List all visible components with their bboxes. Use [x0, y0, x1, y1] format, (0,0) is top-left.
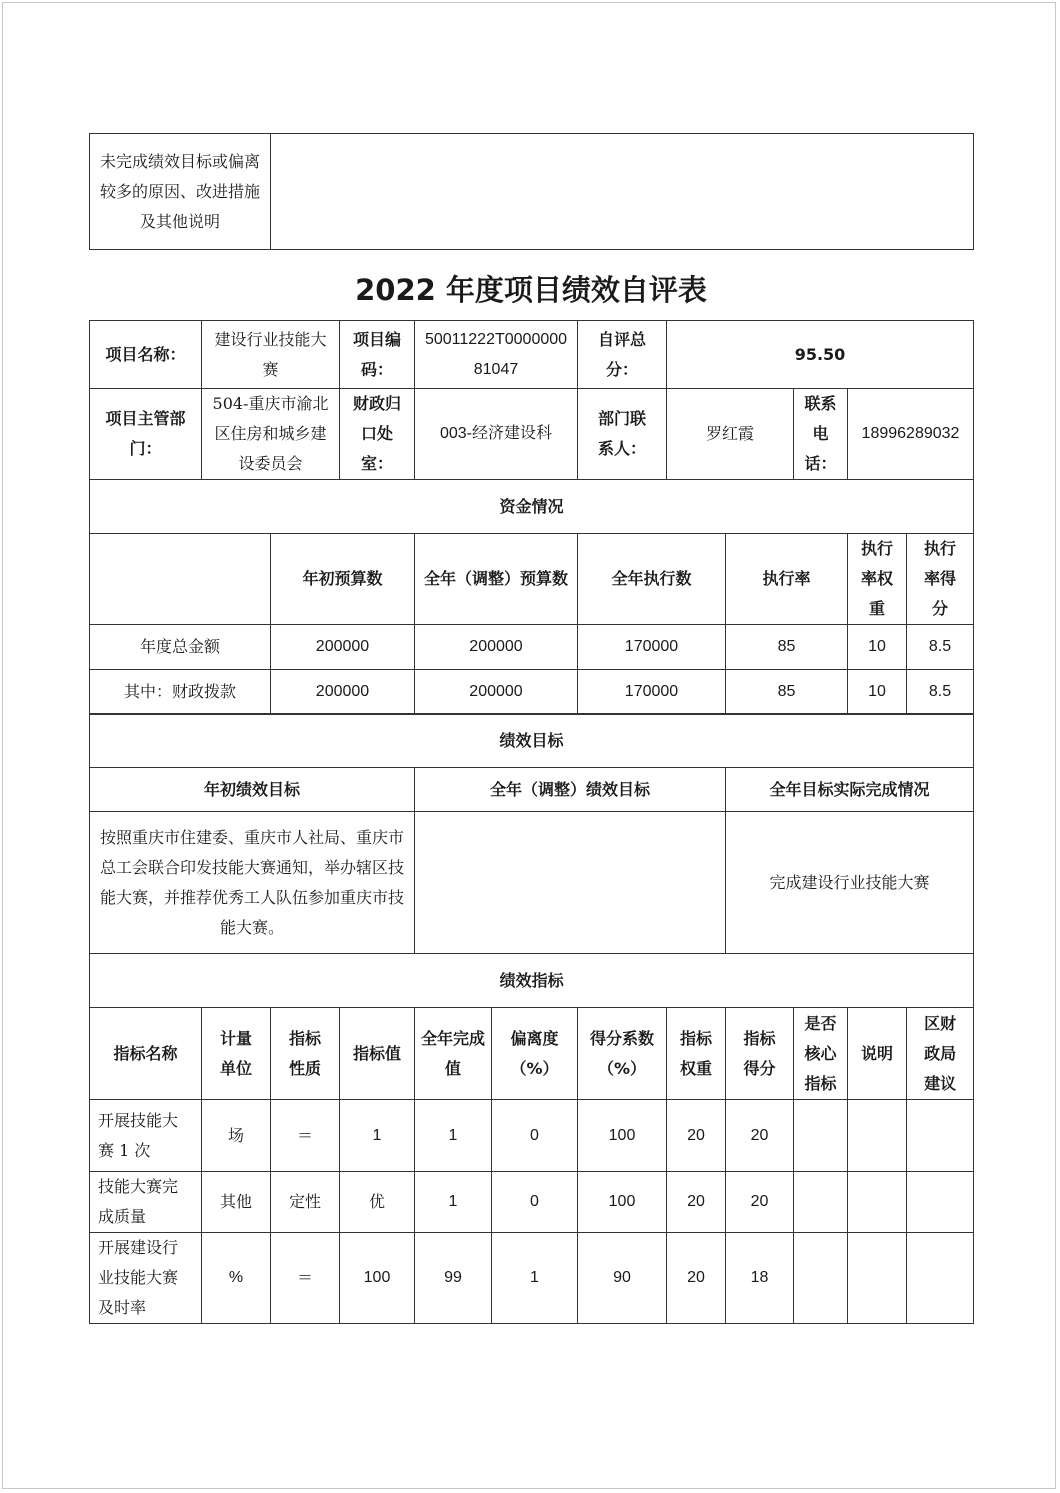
indicator-cell: 0: [492, 1172, 578, 1233]
indicator-cell: [848, 1233, 907, 1324]
indicator-cell: 18: [726, 1233, 794, 1324]
funds-header: 全年（调整）预算数: [415, 534, 578, 625]
score-label: 自评总分：: [578, 321, 667, 389]
goals-header: 年初绩效目标: [90, 768, 415, 812]
indicator-header: 指标名称: [90, 1008, 202, 1100]
indicators-section-title: 绩效指标: [90, 954, 974, 1008]
indicator-cell: 场: [202, 1100, 271, 1172]
indicator-cell: 1: [492, 1233, 578, 1324]
goals-section-title: 绩效目标: [90, 714, 974, 768]
indicator-header: 偏离度（%）: [492, 1008, 578, 1100]
indicator-cell: [907, 1172, 974, 1233]
finance-value: 003-经济建设科: [415, 389, 578, 480]
funds-cell: 170000: [578, 625, 726, 670]
notes-value: [271, 134, 974, 250]
contact-label: 部门联系人：: [578, 389, 667, 480]
funds-row-label: 其中：财政拨款: [90, 670, 271, 715]
indicator-cell: ＝: [271, 1100, 340, 1172]
dept-value: 504-重庆市渝北区住房和城乡建设委员会: [202, 389, 340, 480]
project-info-table: [89, 320, 974, 480]
funds-cell: 200000: [415, 670, 578, 715]
initial-goal: 按照重庆市住建委、重庆市人社局、重庆市总工会联合印发技能大赛通知，举办辖区技能大赛，并推荐优秀工人队伍参加重庆市技能大赛。: [90, 812, 415, 954]
indicator-cell: [848, 1172, 907, 1233]
indicator-cell: %: [202, 1233, 271, 1324]
indicator-cell: [907, 1100, 974, 1172]
indicator-cell: 100: [340, 1233, 415, 1324]
funds-cell: 85: [726, 625, 848, 670]
indicators-table: [89, 953, 974, 1324]
funds-cell: 200000: [271, 670, 415, 715]
indicator-header: 是否核心指标: [794, 1008, 848, 1100]
indicator-cell: 20: [726, 1100, 794, 1172]
indicator-cell: 20: [667, 1172, 726, 1233]
funds-cell: 170000: [578, 670, 726, 715]
indicator-header: 全年完成值: [415, 1008, 492, 1100]
project-code-label: 项目编码：: [340, 321, 415, 389]
indicator-cell: [848, 1100, 907, 1172]
phone-value: 18996289032: [848, 389, 974, 480]
funds-cell: 10: [848, 625, 907, 670]
funds-cell: 10: [848, 670, 907, 715]
indicator-header: 指标性质: [271, 1008, 340, 1100]
indicator-cell: 90: [578, 1233, 667, 1324]
page-title: 2022 年度项目绩效自评表: [355, 273, 707, 307]
indicator-cell: [907, 1233, 974, 1324]
indicator-cell: 1: [415, 1172, 492, 1233]
indicator-cell: 0: [492, 1100, 578, 1172]
indicator-header: 区财政局建议: [907, 1008, 974, 1100]
dept-label: 项目主管部门：: [90, 389, 202, 480]
funds-table: [89, 479, 974, 715]
indicator-cell: 1: [415, 1100, 492, 1172]
indicator-cell: [794, 1100, 848, 1172]
indicator-cell: ＝: [271, 1233, 340, 1324]
contact-value: 罗红霞: [667, 389, 794, 480]
self-score: 95.50: [667, 321, 974, 389]
project-name-label: 项目名称：: [90, 321, 202, 389]
actual-completion: 完成建设行业技能大赛: [726, 812, 974, 954]
funds-header: 执行率: [726, 534, 848, 625]
adjusted-goal: [415, 812, 726, 954]
indicator-cell: [794, 1233, 848, 1324]
funds-cell: 200000: [415, 625, 578, 670]
indicator-cell: 优: [340, 1172, 415, 1233]
project-code: 50011222T000000081047: [415, 321, 578, 389]
indicator-name: 开展建设行业技能大赛及时率: [90, 1233, 202, 1324]
funds-header: 执行率权重: [848, 534, 907, 625]
indicator-cell: 20: [726, 1172, 794, 1233]
indicator-name: 开展技能大赛 1 次: [90, 1100, 202, 1172]
phone-label: 联系电话：: [794, 389, 848, 480]
finance-label: 财政归口处室：: [340, 389, 415, 480]
project-name: 建设行业技能大赛: [202, 321, 340, 389]
indicator-cell: 1: [340, 1100, 415, 1172]
indicator-cell: 20: [667, 1100, 726, 1172]
indicator-header: 指标得分: [726, 1008, 794, 1100]
indicator-name: 技能大赛完成质量: [90, 1172, 202, 1233]
goals-header: 全年（调整）绩效目标: [415, 768, 726, 812]
goals-header: 全年目标实际完成情况: [726, 768, 974, 812]
indicator-cell: [794, 1172, 848, 1233]
indicator-header: 指标值: [340, 1008, 415, 1100]
funds-header-blank: [90, 534, 271, 625]
indicator-cell: 99: [415, 1233, 492, 1324]
indicator-header: 计量单位: [202, 1008, 271, 1100]
indicator-header: 得分系数（%）: [578, 1008, 667, 1100]
notes-table: [89, 133, 974, 250]
indicator-cell: 20: [667, 1233, 726, 1324]
funds-header: 年初预算数: [271, 534, 415, 625]
funds-cell: 85: [726, 670, 848, 715]
funds-row-label: 年度总金额: [90, 625, 271, 670]
funds-header: 执行率得分: [907, 534, 974, 625]
funds-cell: 8.5: [907, 670, 974, 715]
funds-header: 全年执行数: [578, 534, 726, 625]
indicator-cell: 100: [578, 1100, 667, 1172]
indicator-header: 指标权重: [667, 1008, 726, 1100]
goals-table: [89, 713, 974, 954]
funds-cell: 200000: [271, 625, 415, 670]
funds-section-title: 资金情况: [90, 480, 974, 534]
funds-cell: 8.5: [907, 625, 974, 670]
indicator-cell: 定性: [271, 1172, 340, 1233]
indicator-header: 说明: [848, 1008, 907, 1100]
indicator-cell: 其他: [202, 1172, 271, 1233]
indicator-cell: 100: [578, 1172, 667, 1233]
notes-label: 未完成绩效目标或偏离较多的原因、改进措施及其他说明: [90, 134, 271, 250]
